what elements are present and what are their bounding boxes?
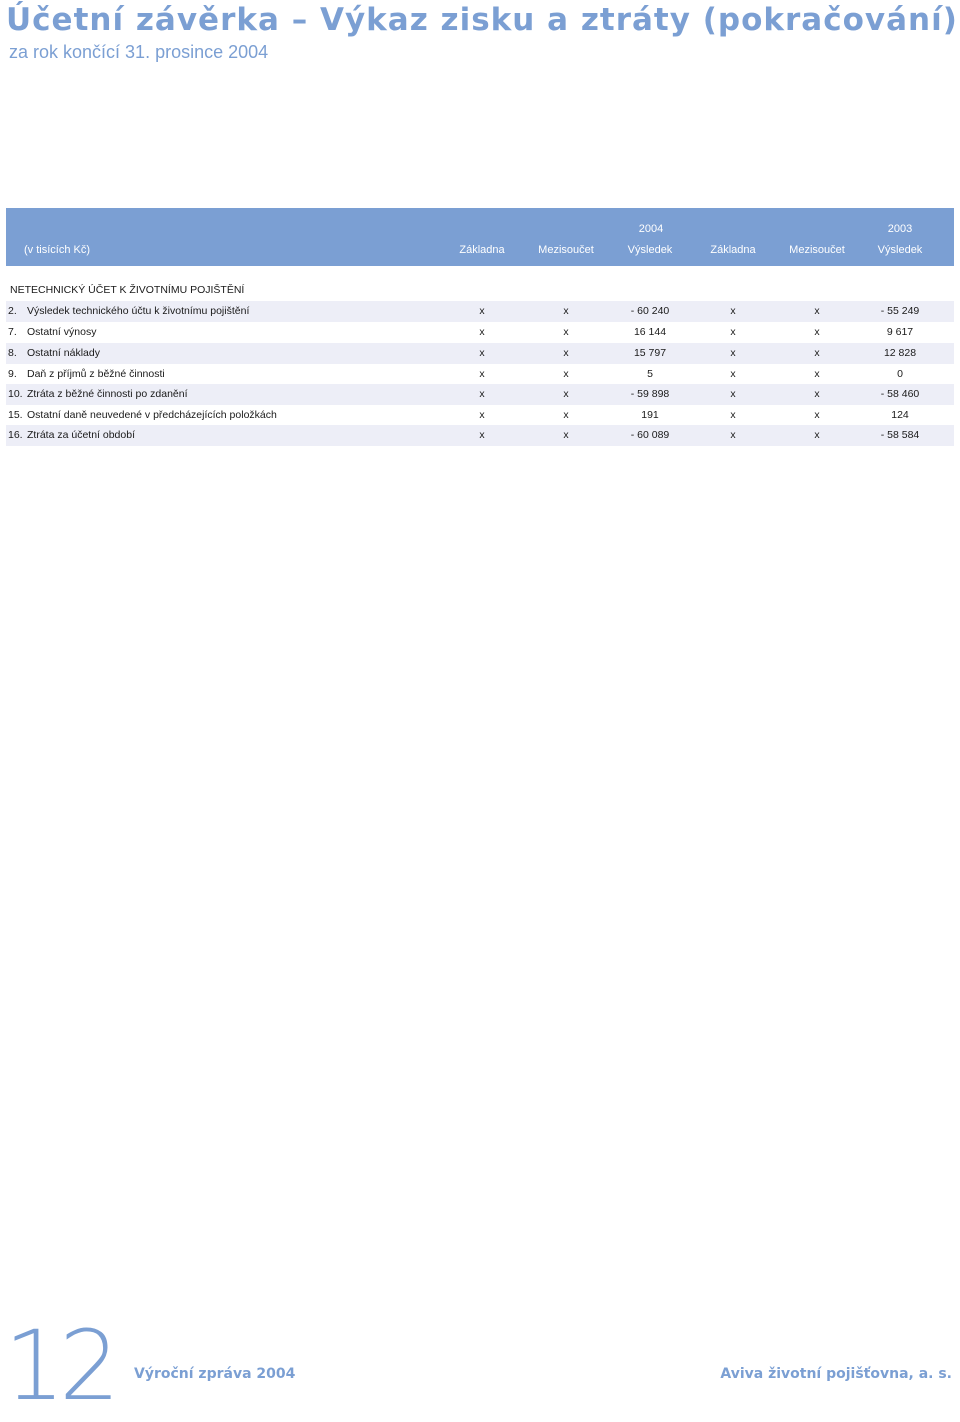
- cell: x: [730, 409, 736, 421]
- row-number: 15.: [8, 409, 23, 421]
- cell: x: [730, 368, 736, 380]
- cell: x: [563, 347, 569, 359]
- cell: - 55 249: [880, 305, 920, 317]
- cell: x: [814, 409, 820, 421]
- cell: x: [479, 388, 485, 400]
- column-header: Mezisoučet: [538, 244, 594, 256]
- cell: x: [814, 326, 820, 338]
- column-header: Základna: [459, 244, 505, 256]
- cell: - 58 584: [880, 429, 920, 441]
- table-row: [6, 405, 954, 426]
- row-label: Výsledek technického účtu k životnímu pojištění: [27, 305, 250, 317]
- cell: x: [730, 429, 736, 441]
- cell: - 58 460: [880, 388, 920, 400]
- column-header: Výsledek: [627, 244, 673, 256]
- cell: 191: [641, 409, 659, 421]
- report-name: Výroční zpráva 2004: [134, 1366, 296, 1382]
- page-subtitle: za rok končící 31. prosince 2004: [9, 42, 269, 62]
- table-header: [6, 208, 954, 266]
- cell: 12 828: [883, 347, 917, 359]
- cell: x: [479, 326, 485, 338]
- row-label: Ostatní daně neuvedené v předcházejících položkách: [27, 409, 277, 421]
- row-number: 8.: [8, 347, 17, 359]
- year-2003-header: 2003: [887, 223, 913, 235]
- column-header: Mezisoučet: [789, 244, 845, 256]
- row-number: 10.: [8, 388, 23, 400]
- table-row: [6, 343, 954, 364]
- cell: x: [730, 347, 736, 359]
- cell: x: [814, 388, 820, 400]
- row-number: 9.: [8, 368, 17, 380]
- table-row: [6, 425, 954, 446]
- cell: x: [479, 305, 485, 317]
- cell: 0: [897, 368, 903, 380]
- cell: x: [479, 347, 485, 359]
- table-row: [6, 364, 954, 385]
- cell: x: [814, 347, 820, 359]
- row-label: Ztráta za účetní období: [27, 429, 135, 441]
- table-row: [6, 384, 954, 405]
- page-number: 12: [4, 1310, 115, 1422]
- cell: 16 144: [633, 326, 667, 338]
- row-number: 16.: [8, 429, 23, 441]
- cell: x: [814, 305, 820, 317]
- cell: x: [479, 409, 485, 421]
- cell: x: [563, 429, 569, 441]
- cell: x: [479, 368, 485, 380]
- cell: x: [479, 429, 485, 441]
- cell: 15 797: [633, 347, 667, 359]
- cell: - 60 089: [630, 429, 670, 441]
- row-number: 2.: [8, 305, 17, 317]
- page-title: Účetní závěrka – Výkaz zisku a ztráty (pokračování): [6, 2, 958, 38]
- cell: x: [563, 368, 569, 380]
- cell: x: [730, 388, 736, 400]
- company-name: Aviva životní pojišťovna, a. s.: [720, 1366, 952, 1382]
- cell: x: [814, 368, 820, 380]
- column-header: Základna: [710, 244, 756, 256]
- cell: - 59 898: [630, 388, 670, 400]
- row-label: Ostatní náklady: [27, 347, 100, 359]
- cell: x: [730, 305, 736, 317]
- table-row: [6, 322, 954, 343]
- cell: - 60 240: [630, 305, 670, 317]
- cell: x: [814, 429, 820, 441]
- cell: x: [563, 305, 569, 317]
- cell: 124: [891, 409, 909, 421]
- section-title: NETECHNICKÝ ÚČET K ŽIVOTNÍMU POJIŠTĚNÍ: [10, 284, 245, 296]
- row-number: 7.: [8, 326, 17, 338]
- cell: 5: [647, 368, 653, 380]
- cell: x: [730, 326, 736, 338]
- unit-label: (v tisících Kč): [24, 244, 91, 256]
- year-2004-header: 2004: [638, 223, 664, 235]
- column-header: Výsledek: [877, 244, 923, 256]
- cell: x: [563, 388, 569, 400]
- row-label: Ostatní výnosy: [27, 326, 97, 338]
- row-label: Daň z příjmů z běžné činnosti: [27, 368, 165, 380]
- table-row: [6, 301, 954, 322]
- cell: 9 617: [886, 326, 914, 338]
- cell: x: [563, 409, 569, 421]
- cell: x: [563, 326, 569, 338]
- row-label: Ztráta z běžné činnosti po zdanění: [27, 388, 188, 400]
